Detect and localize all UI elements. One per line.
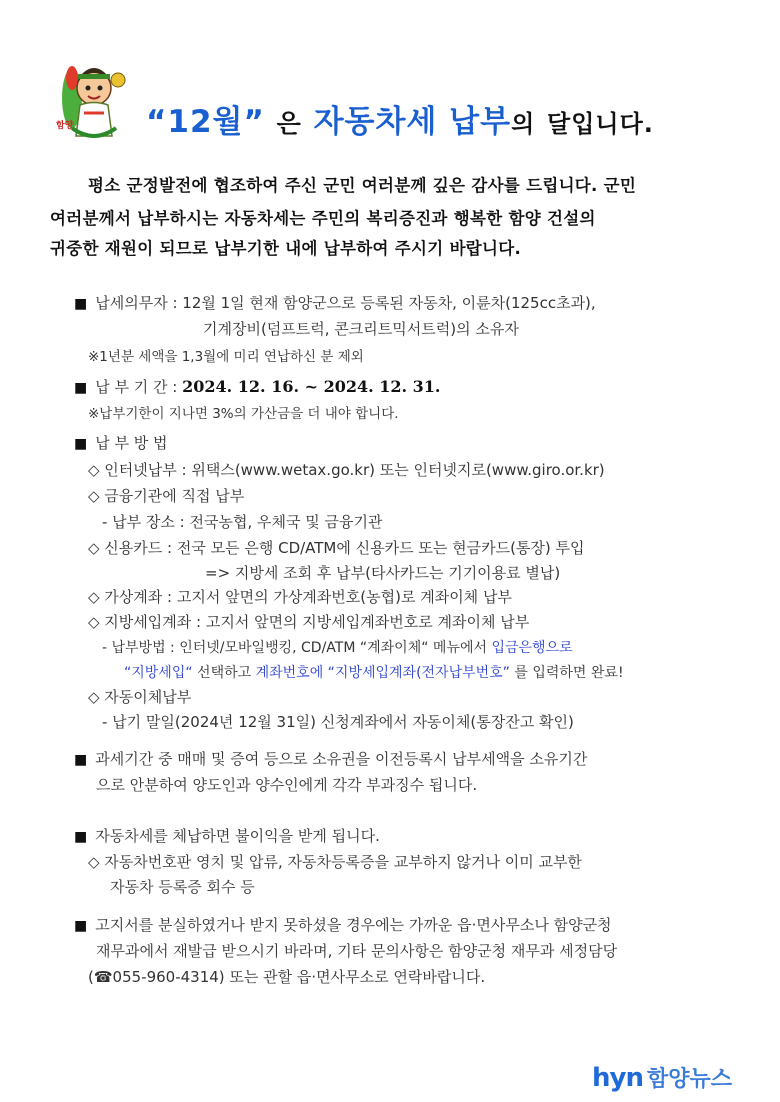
- contact-text1: 고지서를 분실하였거나 받지 못하셨을 경우에는 가까운 읍·면사무소나 함양군청: [95, 916, 612, 934]
- taxpayer-line: [74, 292, 596, 313]
- local-how-text: - 납부방법 : 인터넷/모바일뱅킹, CD/ATM “계좌이체“ 메뉴에서: [102, 640, 492, 656]
- local-how2-blue-c: 계좌번호에 “지방세입계좌(전자납부번호”: [255, 665, 510, 681]
- period-label: 납 부 기 간 :: [95, 378, 178, 396]
- title-ui: 의: [511, 110, 536, 138]
- contact-line2: 재무과에서 재발급 받으시기 바라며, 기타 문의사항은 함양군청 재무과 세정담당: [96, 942, 618, 960]
- period-note: ※납부기한이 지나면 3%의 가산금을 더 내야 합니다.: [88, 406, 399, 422]
- transfer-line2: 으로 안분하여 양도인과 양수인에게 각각 부과징수 됩니다.: [96, 776, 478, 794]
- local-how2-blue-a: “지방세입“: [124, 665, 193, 681]
- title-tax: 자동차세 납부: [313, 104, 512, 140]
- method-local: ◇ 지방세입계좌 : 고지서 앞면의 지방세입계좌번호로 계좌이체 납부: [88, 613, 530, 631]
- contact-line3: (☎055-960-4314) 또는 관할 읍·면사무소로 연락바랍니다.: [88, 968, 486, 986]
- methods-heading-label: 납 부 방 법: [95, 434, 168, 452]
- square-bullet-icon: ■: [74, 436, 88, 452]
- method-card: ◇ 신용카드 : 전국 모든 은행 CD/ATM에 신용카드 또는 현금카드(통장) 투입: [88, 539, 585, 557]
- taxpayer-label: 납세의무자 : 12월 1일 현재 함양군으로 등록된 자동차, 이륜차(125cc초과),: [95, 294, 596, 312]
- taxpayer-note: ※1년분 세액을 1,3월에 미리 연납하신 분 제외: [88, 349, 364, 365]
- method-local-how2: [124, 662, 624, 682]
- method-local-how: [102, 637, 573, 657]
- intro-line-3: 귀중한 재원이 되므로 납부기한 내에 납부하여 주시기 바랍니다.: [50, 239, 522, 258]
- intro-line-2: 여러분께서 납부하시는 자동차세는 주민의 복리증진과 행복한 함양 건설의: [50, 209, 596, 228]
- title-eun: 은: [276, 109, 302, 138]
- method-auto2: - 납기 말일(2024년 12월 31일) 신청계좌에서 자동이체(통장잔고 확인): [102, 713, 574, 731]
- square-bullet-icon: ■: [74, 829, 88, 845]
- transfer-text1: 과세기간 중 매매 및 증여 등으로 소유권을 이전등록시 납부세액을 소유기간: [95, 750, 588, 768]
- method-virtual: ◇ 가상계좌 : 고지서 앞면의 가상계좌번호(농협)로 계좌이체 납부: [88, 588, 512, 606]
- square-bullet-icon: ■: [74, 380, 88, 396]
- logo-korean: 함양뉴스: [646, 1067, 732, 1092]
- title-rest: 달입니다.: [547, 110, 654, 138]
- penalty-text1: 자동차세를 체납하면 불이익을 받게 됩니다.: [95, 827, 380, 845]
- method-auto: ◇ 자동이체납부: [88, 688, 192, 706]
- square-bullet-icon: ■: [74, 918, 88, 934]
- mascot-illustration: [50, 58, 128, 142]
- method-bank-place: - 납부 장소 : 전국농협, 우체국 및 금융기관: [102, 513, 383, 531]
- method-internet: ◇ 인터넷납부 : 위택스(www.wetax.go.kr) 또는 인터넷지로(www.giro.or.kr): [88, 461, 605, 479]
- intro-line-1: 평소 군정발전에 협조하여 주신 군민 여러분께 깊은 감사를 드립니다. 군민: [88, 176, 637, 195]
- methods-heading: [74, 432, 168, 453]
- period-dates: 2024. 12. 16. ~ 2024. 12. 31.: [182, 377, 441, 396]
- square-bullet-icon: ■: [74, 752, 88, 768]
- svg-text:함양: 함양: [56, 121, 74, 131]
- title-month: “12월”: [146, 104, 265, 140]
- local-how2-end: 를 입력하면 완료!: [514, 665, 624, 681]
- contact-line1: [74, 914, 612, 935]
- local-how-blue: 입금은행으로: [491, 640, 573, 656]
- method-bank: ◇ 금융기관에 직접 납부: [88, 487, 245, 505]
- page-title: [146, 96, 654, 141]
- taxpayer-line2: 기계장비(덤프트럭, 콘크리트믹서트럭)의 소유자: [203, 320, 519, 338]
- hyn-logo: [592, 1062, 732, 1093]
- transfer-line1: [74, 748, 587, 769]
- penalty-line2: ◇ 자동차번호판 영치 및 압류, 자동차등록증을 교부하지 않거나 이미 교부한: [88, 853, 582, 871]
- penalty-line3: 자동차 등록증 회수 등: [110, 878, 255, 896]
- period-line: [74, 376, 440, 397]
- penalty-line1: [74, 825, 380, 846]
- local-how2-text: 선택하고: [192, 665, 256, 681]
- method-card2: => 지방세 조회 후 납부(타사카드는 기기이용료 별납): [205, 564, 561, 582]
- square-bullet-icon: ■: [74, 296, 88, 312]
- logo-latin: hyn: [592, 1063, 643, 1093]
